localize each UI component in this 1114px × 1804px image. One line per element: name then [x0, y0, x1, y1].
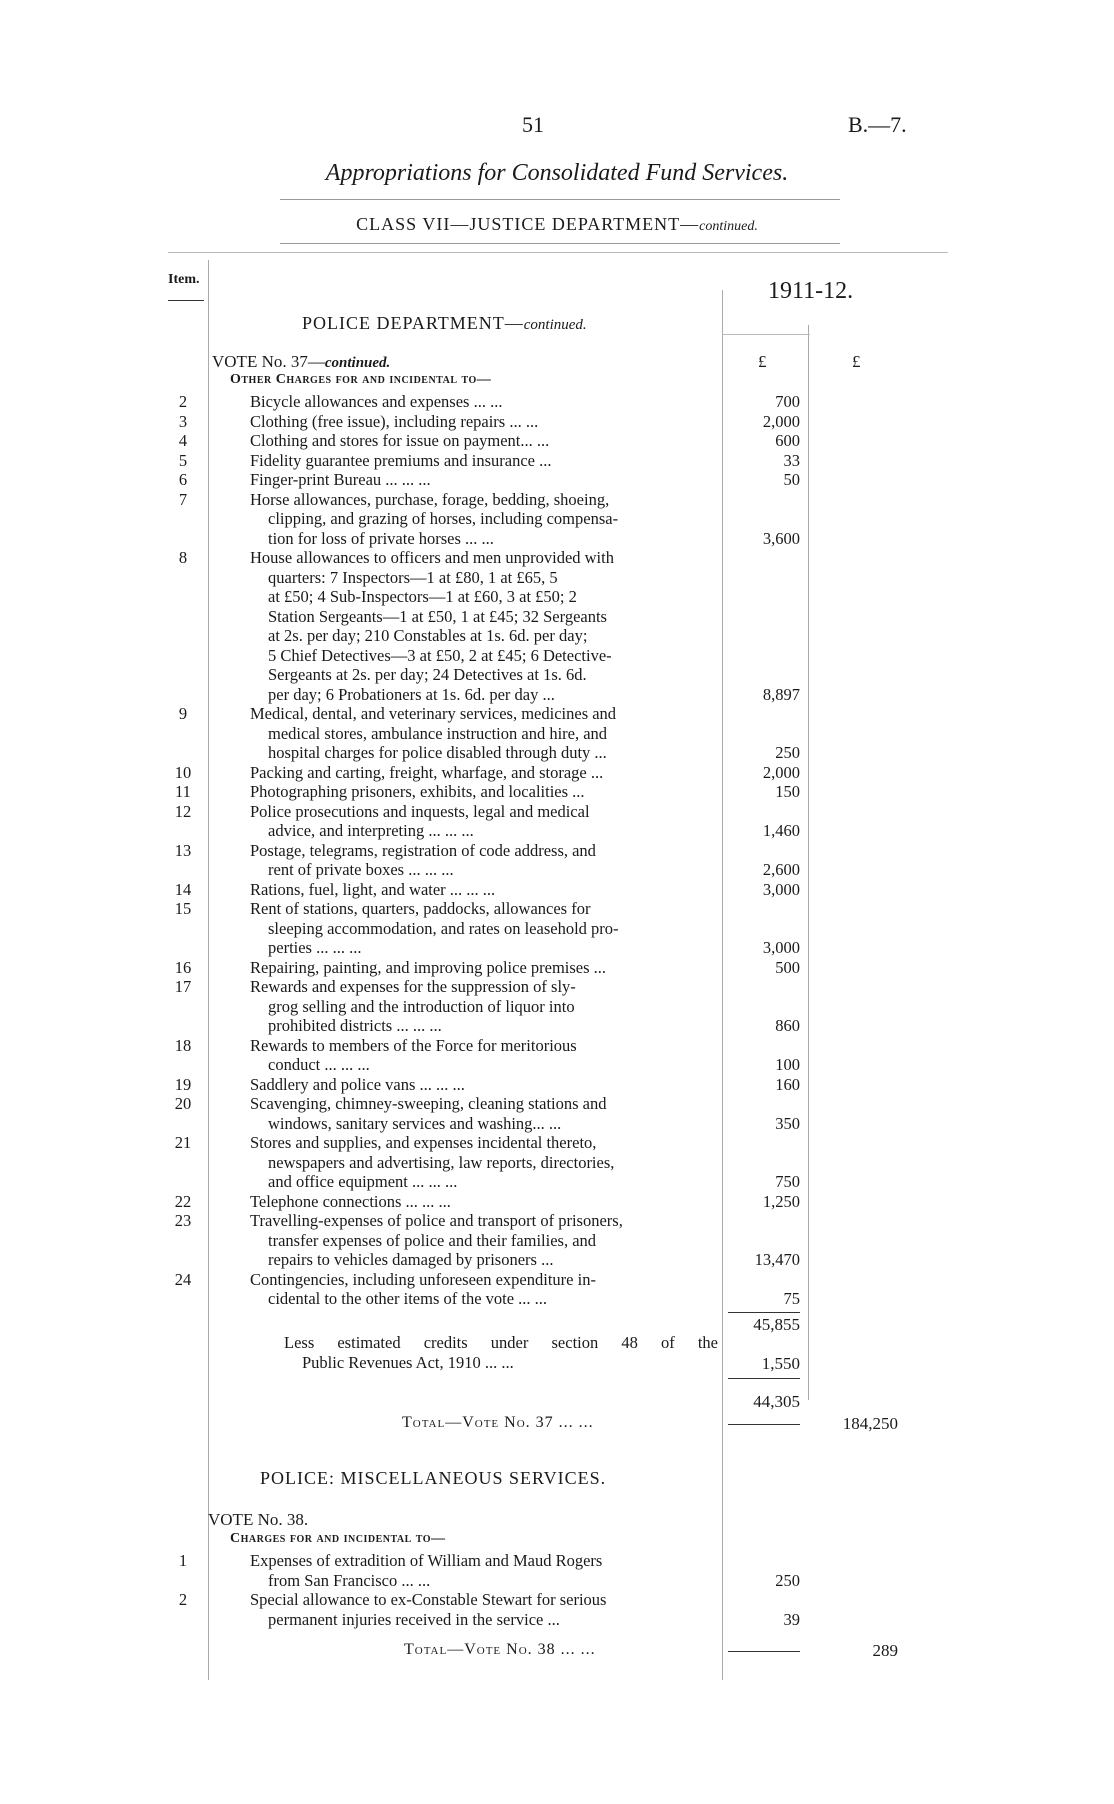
item-description — [250, 1211, 724, 1270]
item-amount: 1,250 — [762, 1191, 800, 1211]
item-number: 2 — [178, 392, 188, 411]
less-credits-text — [284, 1333, 718, 1372]
table-top-rule — [168, 252, 948, 253]
item-number: 3 — [178, 411, 188, 431]
item-description-line: permanent injuries received in the service ... — [268, 1609, 560, 1629]
item-amount: 33 — [783, 450, 800, 470]
item-amount: 700 — [775, 392, 800, 411]
item-number: 4 — [178, 431, 188, 450]
item-description-line: Police prosecutions and inquests, legal and medical — [250, 801, 590, 821]
item-description-line: clipping, and grazing of horses, including compensa- — [268, 509, 619, 528]
item-amount: 2,600 — [762, 860, 800, 879]
item-description — [250, 958, 724, 978]
class-heading-continued: continued. — [699, 219, 758, 234]
item-description-line: Fidelity guarantee premiums and insurance ... — [250, 450, 552, 470]
currency-symbol-left: £ — [758, 352, 767, 371]
item-description-line: medical stores, ambulance instruction and hire, and — [268, 723, 608, 743]
net-amount: 44,305 — [753, 1392, 800, 1411]
total-vote-37-label — [402, 1414, 594, 1432]
misc-charges-heading: Charges for and incidental to— — [230, 1531, 446, 1546]
item-description-line: and office equipment ... ... ... — [268, 1172, 458, 1191]
header-rule-top — [280, 199, 840, 200]
item-description-line: tion for loss of private horses ... ... — [268, 528, 494, 548]
item-amount: 600 — [775, 431, 800, 450]
year-column-header: 1911-12. — [768, 278, 854, 304]
item-description-line: Telephone connections ... ... ... — [250, 1191, 451, 1211]
item-description — [250, 490, 724, 549]
item-description — [250, 782, 724, 802]
item-amount: 350 — [775, 1113, 800, 1133]
item-amount: 100 — [775, 1055, 800, 1074]
item-amount: 250 — [775, 743, 800, 762]
item-description — [250, 841, 724, 880]
item-description-line: from San Francisco ... ... — [268, 1570, 431, 1590]
item-description-line: perties ... ... ... — [268, 938, 362, 957]
item-description-line: Expenses of extradition of William and Maud Rogers — [250, 1551, 603, 1570]
item-description — [250, 1590, 724, 1629]
item-description-line: Photographing prisoners, exhibits, and localities ... — [250, 782, 585, 801]
subtotal-rule — [728, 1312, 800, 1313]
item-number: 24 — [174, 1269, 192, 1289]
item-number: 17 — [174, 977, 192, 996]
vote-38-heading: VOTE No. 38. — [208, 1510, 309, 1529]
item-description — [250, 880, 724, 900]
item-description-line: Contingencies, including unforeseen expenditure in- — [250, 1269, 596, 1289]
item-number: 9 — [178, 704, 188, 723]
other-charges-heading: Other Charges for and incidental to— — [230, 372, 492, 387]
less-credits-amount: 1,550 — [761, 1354, 800, 1373]
item-amount: 3,000 — [762, 938, 800, 957]
item-description-line: Saddlery and police vans ... ... ... — [250, 1074, 465, 1094]
item-amount: 750 — [775, 1172, 800, 1191]
item-description-line: advice, and interpreting ... ... ... — [268, 821, 474, 840]
item-amount: 500 — [775, 957, 800, 977]
police-section-title — [302, 313, 587, 334]
less-credits-line1: Less estimated credits under section 48 of the — [284, 1333, 718, 1352]
item-description — [250, 1133, 724, 1192]
item-description — [250, 1192, 724, 1212]
item-number: 1 — [178, 1551, 188, 1570]
item-description-line: transfer expenses of police and their families, and — [268, 1230, 597, 1250]
item-amount: 75 — [783, 1289, 800, 1308]
item-number: 10 — [174, 762, 192, 782]
class-heading — [0, 214, 1114, 235]
item-amount: 8,897 — [762, 684, 800, 704]
item-amount: 50 — [783, 470, 800, 489]
item-description-line: Station Sergeants—1 at £50, 1 at £45; 32 Sergeants — [268, 606, 607, 626]
item-description-line: Finger-print Bureau ... ... ... — [250, 470, 431, 489]
item-description-line: Bicycle allowances and expenses ... ... — [250, 392, 503, 411]
item-description — [250, 1075, 724, 1095]
total-vote-38-rule — [728, 1651, 800, 1652]
item-amount: 3,000 — [762, 879, 800, 899]
item-description-line: cidental to the other items of the vote ... ... — [268, 1289, 548, 1308]
item-description — [250, 1036, 724, 1075]
total-vote-38-text: Total—Vote No. 38 ... ... — [404, 1641, 596, 1658]
item-amount: 250 — [775, 1570, 800, 1590]
item-number: 2 — [178, 1590, 188, 1609]
item-description — [250, 763, 724, 783]
total-vote-37-rule — [728, 1424, 800, 1425]
item-description-line: sleeping accommodation, and rates on leasehold pro- — [268, 918, 619, 938]
item-number: 6 — [178, 470, 188, 489]
item-description-line: Postage, telegrams, registration of code address, and — [250, 840, 596, 860]
item-description — [250, 548, 724, 704]
page-title: Appropriations for Consolidated Fund Services. — [325, 160, 789, 186]
item-description-line: newspapers and advertising, law reports, directories, — [268, 1152, 615, 1172]
item-number: 16 — [174, 957, 192, 977]
item-description-line: Special allowance to ex-Constable Stewart for serious — [250, 1590, 607, 1609]
item-description-line: Repairing, painting, and improving police premises ... — [250, 957, 607, 977]
item-description-line: Stores and supplies, and expenses incidental thereto, — [250, 1133, 597, 1152]
vote-37-continued: continued. — [324, 355, 391, 371]
item-description-line: Scavenging, chimney-sweeping, cleaning stations and — [250, 1094, 607, 1113]
item-description-line: Medical, dental, and veterinary services, medicines and — [250, 704, 617, 723]
item-number: 18 — [174, 1035, 192, 1055]
vote-37-main: VOTE No. 37— — [212, 352, 325, 371]
item-amount: 150 — [775, 782, 800, 801]
item-description — [250, 392, 724, 412]
item-number: 5 — [178, 450, 188, 470]
page-number: 51 — [522, 112, 544, 137]
item-description-line: at £50; 4 Sub-Inspectors—1 at £60, 3 at £50; 2 — [268, 587, 577, 606]
item-header-underline — [168, 300, 204, 301]
item-description — [250, 1551, 724, 1590]
item-number: 13 — [174, 840, 192, 860]
item-description-line: repairs to vehicles damaged by prisoners ... — [268, 1250, 554, 1269]
item-description — [250, 412, 724, 432]
item-description-line: Rent of stations, quarters, paddocks, allowances for — [250, 899, 591, 918]
item-number: 20 — [174, 1094, 192, 1113]
item-description-line: prohibited districts ... ... ... — [268, 1016, 442, 1035]
item-description — [250, 431, 724, 451]
item-amount: 3,600 — [762, 528, 800, 548]
vote-37-heading — [212, 352, 390, 372]
subtotal-amount: 45,855 — [753, 1315, 800, 1334]
item-description-line: Rations, fuel, light, and water ... ... ... — [250, 879, 496, 899]
item-number: 12 — [174, 801, 192, 821]
total-vote-37-text: Total—Vote No. 37 ... ... — [402, 1414, 594, 1431]
item-description-line: hospital charges for police disabled through duty ... — [268, 743, 607, 762]
item-description-line: Horse allowances, purchase, forage, bedding, shoeing, — [250, 489, 610, 509]
item-column-rule — [208, 260, 209, 1680]
item-column-header: Item. — [168, 272, 200, 287]
item-description — [250, 1270, 724, 1309]
item-description-line: Clothing (free issue), including repairs ... ... — [250, 411, 539, 431]
item-number: 21 — [174, 1133, 192, 1152]
total-vote-38-label — [404, 1641, 596, 1659]
total-vote-38-amount: 289 — [872, 1641, 898, 1660]
net-rule — [728, 1378, 800, 1379]
year-underline — [722, 334, 810, 335]
document-reference: B.—7. — [848, 112, 907, 137]
item-number: 11 — [175, 782, 191, 801]
item-amount: 39 — [783, 1609, 800, 1629]
item-number: 22 — [174, 1191, 192, 1211]
item-description-line: windows, sanitary services and washing... ... — [268, 1113, 562, 1133]
item-description — [250, 899, 724, 958]
item-number: 15 — [174, 899, 192, 918]
item-amount: 1,460 — [762, 821, 800, 840]
item-description-line: Packing and carting, freight, wharfage, and storage ... — [250, 762, 604, 782]
currency-symbol-right: £ — [852, 352, 861, 371]
item-description — [250, 470, 724, 490]
item-description-line: conduct ... ... ... — [268, 1055, 370, 1074]
item-description-line: grog selling and the introduction of liquor into — [268, 996, 575, 1016]
item-description-line: Travelling-expenses of police and transport of prisoners, — [250, 1211, 623, 1230]
item-description-line: at 2s. per day; 210 Constables at 1s. 6d. per day; — [268, 626, 588, 645]
item-description-line: Rewards and expenses for the suppression of sly- — [250, 977, 576, 996]
item-description-line: quarters: 7 Inspectors—1 at £80, 1 at £65, 5 — [268, 567, 558, 587]
item-description-line: House allowances to officers and men unprovided with — [250, 548, 614, 567]
class-heading-main: CLASS VII—JUSTICE DEPARTMENT— — [356, 214, 700, 234]
total-vote-37-amount: 184,250 — [842, 1414, 898, 1433]
item-amount: 860 — [775, 1016, 800, 1035]
item-description-line: Sergeants at 2s. per day; 24 Detectives at 1s. 6d. — [268, 665, 587, 684]
item-description — [250, 1094, 724, 1133]
misc-section-title: POLICE: MISCELLANEOUS SERVICES. — [260, 1468, 607, 1488]
item-amount: 160 — [775, 1074, 800, 1094]
item-description-line: Clothing and stores for issue on payment... ... — [250, 431, 550, 450]
police-title-main: POLICE DEPARTMENT— — [302, 313, 524, 333]
item-description-line: Rewards to members of the Force for meritorious — [250, 1035, 577, 1055]
item-description-line: per day; 6 Probationers at 1s. 6d. per day ... — [268, 684, 555, 704]
item-description — [250, 802, 724, 841]
item-description — [250, 704, 724, 763]
less-credits-line2: Public Revenues Act, 1910 ... ... — [302, 1352, 514, 1372]
amount-right-rule — [808, 325, 809, 1400]
header-rule-bottom — [280, 243, 840, 244]
item-number: 19 — [174, 1074, 192, 1094]
item-number: 14 — [174, 879, 192, 899]
item-amount: 2,000 — [762, 762, 800, 782]
item-amount: 13,470 — [754, 1250, 800, 1269]
item-number: 23 — [174, 1211, 192, 1230]
item-description-line: 5 Chief Detectives—3 at £50, 2 at £45; 6 Detective- — [268, 645, 612, 665]
item-amount: 2,000 — [762, 411, 800, 431]
police-title-continued: continued. — [523, 317, 587, 333]
item-number: 8 — [178, 548, 188, 567]
item-description-line: rent of private boxes ... ... ... — [268, 860, 454, 879]
item-description — [250, 451, 724, 471]
item-number: 7 — [178, 489, 188, 509]
item-description — [250, 977, 724, 1036]
